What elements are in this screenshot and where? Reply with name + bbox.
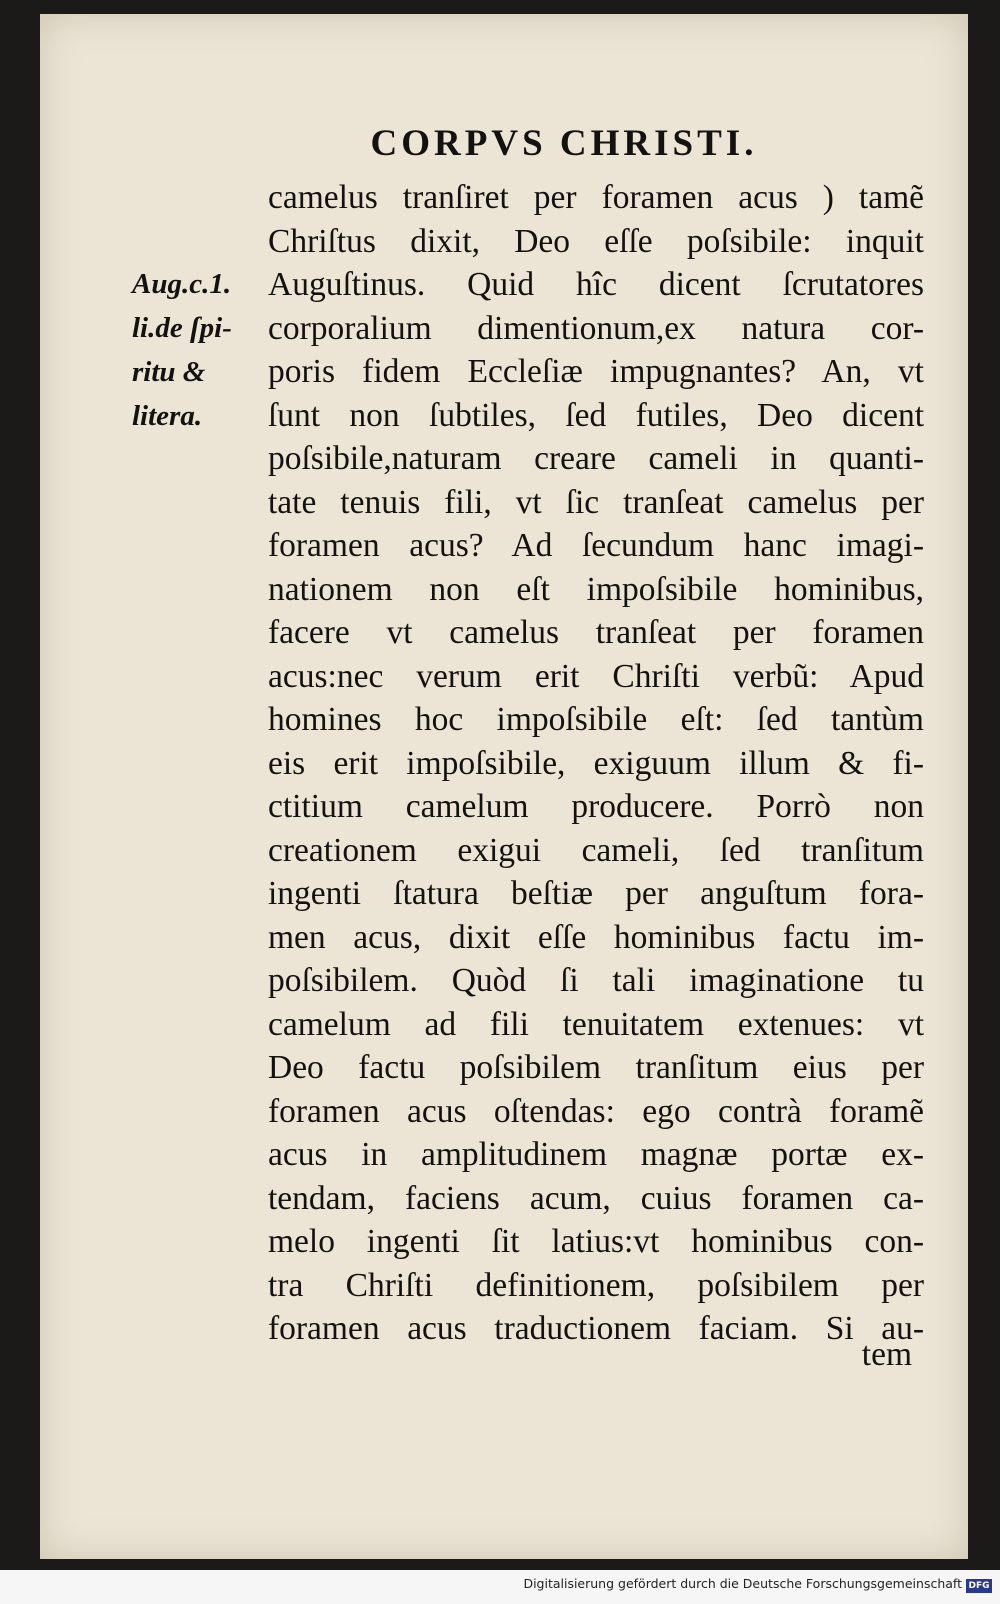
text-line: Chriſtus dixit, Deo eſſe poſsibile: inquit	[268, 222, 924, 260]
text-line: men acus, dixit eſſe hominibus factu im-	[268, 918, 924, 956]
text-line: facere vt camelus tranſeat per foramen	[268, 614, 924, 651]
text-line: Deo factu poſsibilem tranſitum eius per	[268, 1049, 924, 1086]
book-page	[40, 14, 968, 1559]
marginal-line: litera.	[132, 400, 203, 432]
text-line: tendam, faciens acum, cuius foramen ca-	[268, 1179, 924, 1217]
text-line: acus:nec verum erit Chriſti verbũ: Apud	[268, 657, 924, 695]
text-line: camelum ad fili tenuitatem extenues: vt	[268, 1005, 924, 1043]
text-line: foramen acus traductionem faciam. Si au-	[268, 1310, 924, 1347]
text-line: poſsibile,naturam creare cameli in quanti-	[268, 440, 924, 477]
text-line: ctitium camelum producere. Porrò non	[268, 788, 924, 825]
dfg-logo: DFG	[966, 1579, 992, 1593]
text-line: eis erit impoſsibile, exiguum illum & fi-	[268, 744, 924, 782]
text-line: corporalium dimentionum,ex natura cor-	[268, 309, 924, 347]
text-line: tate tenuis fili, vt ſic tranſeat camelus per	[268, 483, 924, 521]
text-line: ingenti ſtatura beſtiæ per anguſtum fora-	[268, 875, 924, 912]
text-line: melo ingenti ſit latius:vt hominibus con-	[268, 1223, 924, 1260]
marginal-line: ritu &	[132, 356, 206, 388]
text-line: nationem non eſt impoſsibile hominibus,	[268, 570, 924, 608]
text-line: ſunt non ſubtiles, ſed futiles, Deo dicent	[268, 396, 924, 434]
running-head: CORPVS CHRISTI.	[370, 123, 758, 164]
text-line: creationem exigui cameli, ſed tranſitum	[268, 831, 924, 869]
text-line: foramen acus? Ad ſecundum hanc imagi-	[268, 527, 924, 564]
marginal-note	[132, 262, 262, 438]
text-line: poſsibilem. Quòd ſi tali imaginatione tu	[268, 962, 924, 999]
footer-bar	[0, 1570, 1000, 1604]
text-line: poris fidem Eccleſiæ impugnantes? An, vt	[268, 353, 924, 390]
body-text	[268, 176, 924, 1351]
text-line: foramen acus oſtendas: ego contrà foramẽ	[268, 1092, 924, 1130]
catchword: tem	[861, 1336, 912, 1373]
funding-credit: Digitalisierung gefördert durch die Deutsche Forschungsgemeinschaft	[523, 1576, 962, 1591]
text-line: acus in amplitudinem magnæ portæ ex-	[268, 1136, 924, 1173]
text-line: tra Chriſti definitionem, poſsibilem per	[268, 1266, 924, 1304]
text-line: homines hoc impoſsibile eſt: ſed tantùm	[268, 701, 924, 738]
text-line: Auguſtinus. Quid hîc dicent ſcrutatores	[268, 266, 924, 303]
marginal-line: li.de ſpi-	[132, 312, 232, 344]
text-line: camelus tranſiret per foramen acus ) tamẽ	[268, 179, 924, 216]
marginal-line: Aug.c.1.	[132, 268, 232, 300]
